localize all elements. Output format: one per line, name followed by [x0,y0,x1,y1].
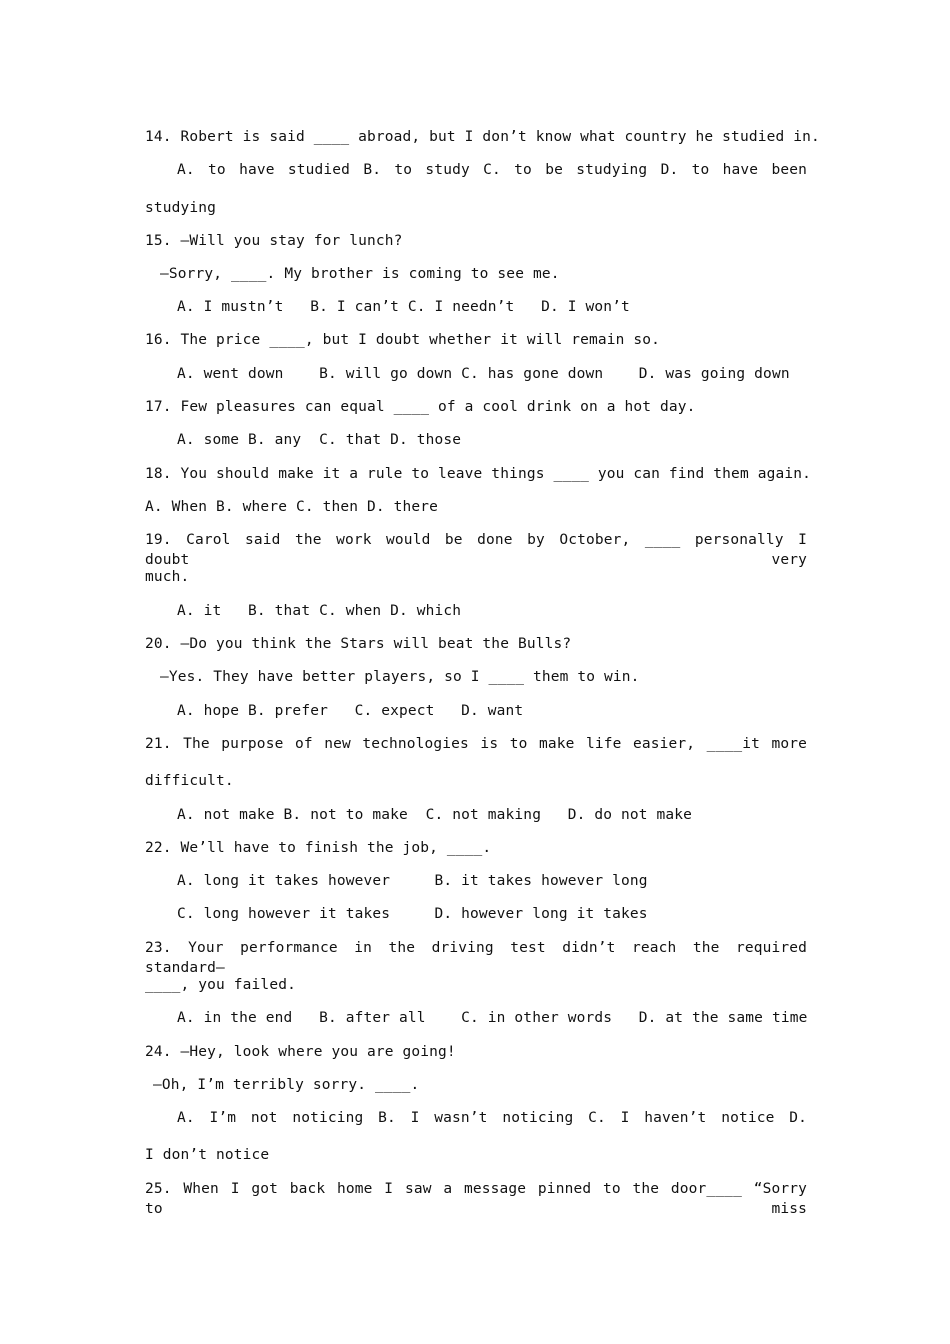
question-14-options: A. to have studied B. to study C. to be studying D. to have been [177,162,807,178]
question-21: 21. The purpose of new technologies is to make life easier, ____it more [145,736,807,752]
question-19: 19. Carol said the work would be done by October, ____ personally I doubt very [145,532,807,568]
question-15: 15. —Will you stay for lunch? [145,233,403,249]
question-23-options: A. in the end B. after all C. in other words D. at the same time [177,1010,808,1026]
question-14-options-cont: studying [145,200,217,216]
question-20-reply: —Yes. They have better players, so I ____ them to win. [160,669,640,685]
question-18: 18. You should make it a rule to leave things ____ you can find them again. [145,466,811,482]
question-17-options: A. some B. any C. that D. those [177,432,462,448]
question-25: 25. When I got back home I saw a message pinned to the door____ “Sorry to miss [145,1181,807,1217]
question-24-options-cont: I don’t notice [145,1147,270,1163]
question-16-options: A. went down B. will go down C. has gone down D. was going down [177,366,790,382]
question-17: 17. Few pleasures can equal ____ of a cool drink on a hot day. [145,399,696,415]
question-16: 16. The price ____, but I doubt whether it will remain so. [145,332,661,348]
question-22-options-cd: C. long however it takes D. however long it takes [177,906,648,922]
question-20-options: A. hope B. prefer C. expect D. want [177,703,524,719]
question-24: 24. —Hey, look where you are going! [145,1044,456,1060]
question-15-reply: —Sorry, ____. My brother is coming to see me. [160,266,560,282]
question-21-cont: difficult. [145,773,234,789]
question-24-reply: —Oh, I’m terribly sorry. ____. [153,1077,420,1093]
question-14: 14. Robert is said ____ abroad, but I don’t know what country he studied in. [145,129,820,145]
question-23: 23. Your performance in the driving test didn’t reach the required standard— [145,940,807,976]
question-22-options-ab: A. long it takes however B. it takes however long [177,873,648,889]
question-19-cont: much. [145,569,190,585]
question-22: 22. We’ll have to finish the job, ____. [145,840,492,856]
question-15-options: A. I mustn’t B. I can’t C. I needn’t D. I won’t [177,299,630,315]
question-18-options: A. When B. where C. then D. there [145,499,439,515]
question-21-options: A. not make B. not to make C. not making D. do not make [177,807,693,823]
question-20: 20. —Do you think the Stars will beat the Bulls? [145,636,572,652]
question-19-options: A. it B. that C. when D. which [177,603,462,619]
question-24-options: A. I’m not noticing B. I wasn’t noticing C. I haven’t notice D. [177,1110,807,1126]
question-23-cont: ____, you failed. [145,977,296,993]
